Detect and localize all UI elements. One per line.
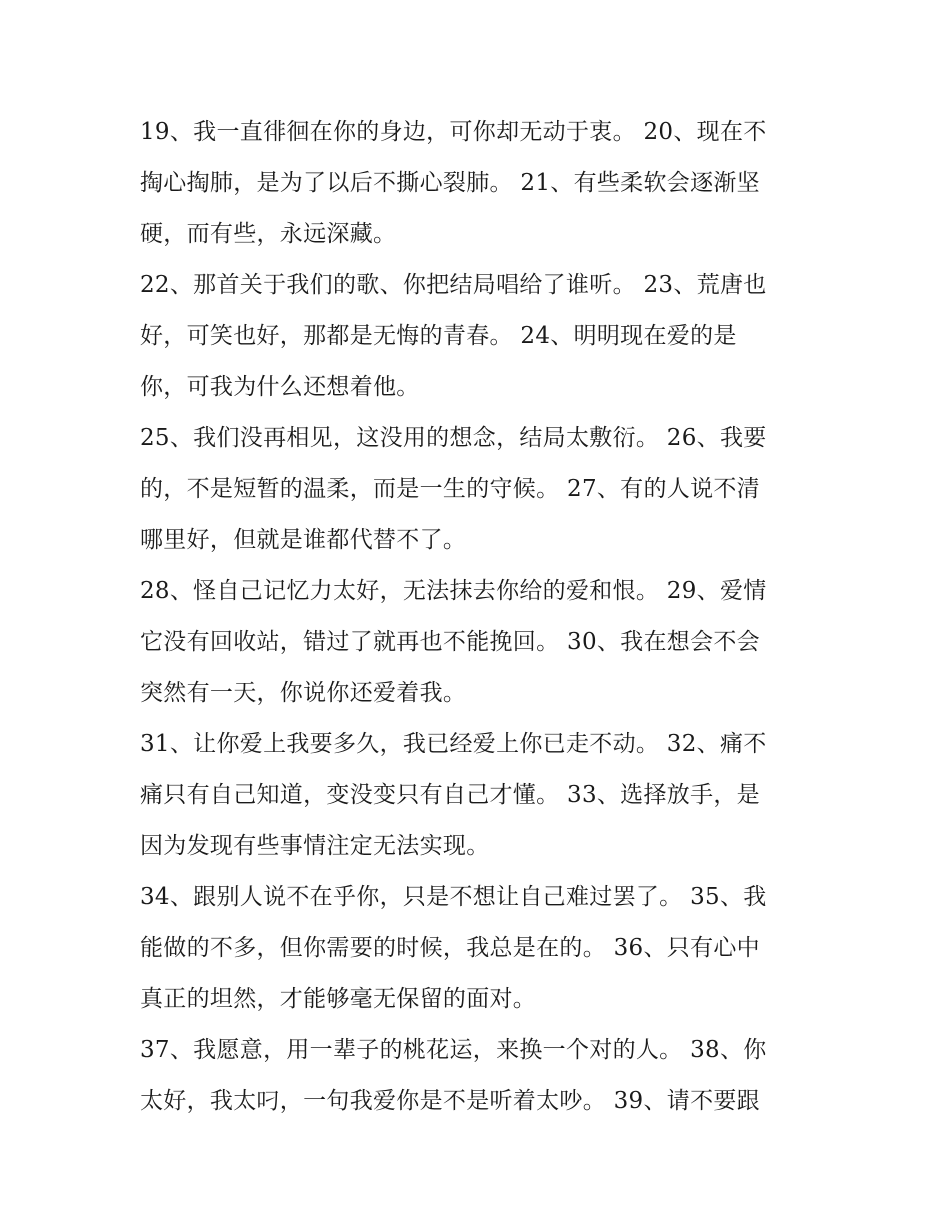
text-line: 的，不是短暂的温柔，而是一生的守候。 27、有的人说不清 — [140, 476, 760, 502]
text-line: 28、怪自己记忆力太好，无法抹去你给的爱和恨。 29、爱情 — [140, 578, 767, 604]
text-line: 好，可笑也好，那都是无悔的青春。 24、明明现在爱的是 — [140, 323, 737, 349]
document-body — [140, 107, 810, 1127]
text-line: 因为发现有些事情注定无法实现。 — [140, 833, 490, 859]
paragraph-28-30 — [140, 566, 810, 719]
paragraph-22-24 — [140, 260, 810, 413]
paragraph-19-21 — [140, 107, 810, 260]
text-line: 真正的坦然，才能够毫无保留的面对。 — [140, 986, 537, 1012]
text-line: 34、跟别人说不在乎你，只是不想让自己难过罢了。 35、我 — [140, 884, 767, 910]
text-line: 你，可我为什么还想着他。 — [140, 374, 420, 400]
text-line: 19、我一直徘徊在你的身边，可你却无动于衷。 20、现在不 — [140, 119, 767, 145]
text-line: 突然有一天，你说你还爱着我。 — [140, 680, 467, 706]
text-line: 硬，而有些，永远深藏。 — [140, 221, 397, 247]
paragraph-31-33 — [140, 719, 810, 872]
text-line: 22、那首关于我们的歌、你把结局唱给了谁听。 23、荒唐也 — [140, 272, 767, 298]
text-line: 31、让你爱上我要多久，我已经爱上你已走不动。 32、痛不 — [140, 731, 767, 757]
text-line: 掏心掏肺，是为了以后不撕心裂肺。 21、有些柔软会逐渐坚 — [140, 170, 760, 196]
text-line: 哪里好，但就是谁都代替不了。 — [140, 527, 467, 553]
text-line: 37、我愿意，用一辈子的桃花运，来换一个对的人。 38、你 — [140, 1037, 767, 1063]
paragraph-37-39 — [140, 1025, 810, 1127]
text-line: 痛只有自己知道，变没变只有自己才懂。 33、选择放手，是 — [140, 782, 760, 808]
text-line: 太好，我太叼，一句我爱你是不是听着太吵。 39、请不要跟 — [140, 1088, 760, 1114]
paragraph-25-27 — [140, 413, 810, 566]
paragraph-34-36 — [140, 872, 810, 1025]
text-line: 能做的不多，但你需要的时候，我总是在的。 36、只有心中 — [140, 935, 760, 961]
text-line: 25、我们没再相见，这没用的想念，结局太敷衍。 26、我要 — [140, 425, 767, 451]
text-line: 它没有回收站，错过了就再也不能挽回。 30、我在想会不会 — [140, 629, 760, 655]
